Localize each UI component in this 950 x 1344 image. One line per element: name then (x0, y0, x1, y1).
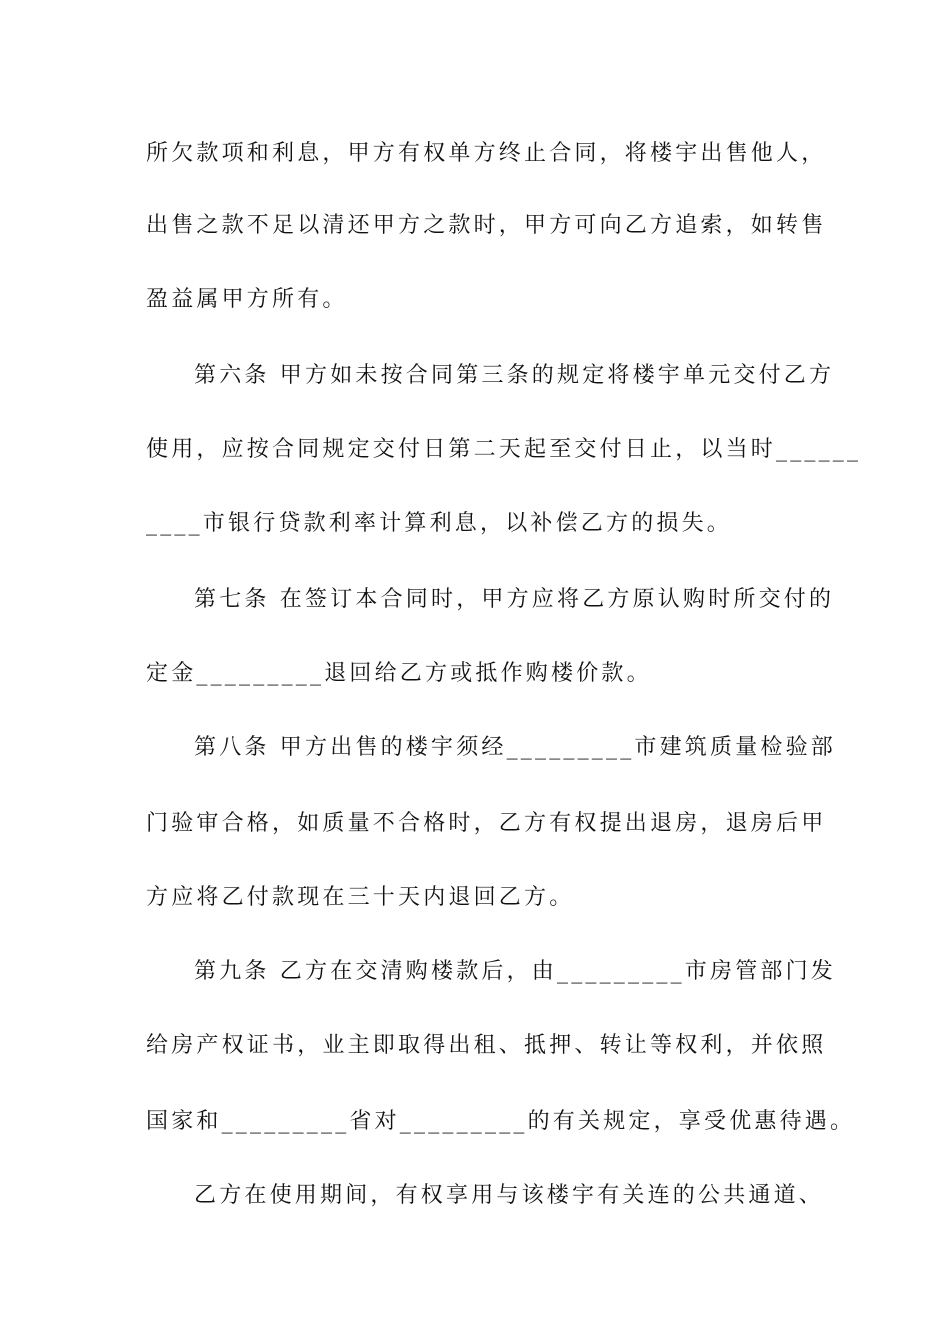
text-line: 方应将乙付款现在三十天内退回乙方。 (146, 885, 575, 910)
text-line: 国家和_________省对_________的有关规定，享受优惠待遇。 (146, 1109, 856, 1134)
article-8-line: 第八条 甲方出售的楼宇须经_________市建筑质量检验部 (194, 735, 836, 760)
text-line: 给房产权证书，业主即取得出租、抵押、转让等权利，并依照 (146, 1033, 827, 1058)
text-line: ____市银行贷款利率计算利息，以补偿乙方的损失。 (146, 511, 733, 536)
paragraph-line: 乙方在使用期间，有权享用与该楼宇有关连的公共通道、 (194, 1183, 825, 1208)
article-7-line: 第七条 在签订本合同时，甲方应将乙方原认购时所交付的 (194, 587, 835, 612)
text-line: 所欠款项和利息，甲方有权单方终止合同，将楼宇出售他人， (146, 141, 827, 166)
text-line: 盈益属甲方所有。 (146, 287, 348, 312)
text-line: 出售之款不足以清还甲方之款时，甲方可向乙方追索，如转售 (146, 213, 827, 238)
text-line: 门验审合格，如质量不合格时，乙方有权提出退房，退房后甲 (146, 811, 827, 836)
text-line: 定金_________退回给乙方或抵作购楼价款。 (146, 661, 652, 686)
article-6-line: 第六条 甲方如未按合同第三条的规定将楼宇单元交付乙方 (194, 363, 835, 388)
text-line: 使用，应按合同规定交付日第二天起至交付日止，以当时______ (146, 437, 862, 462)
article-9-line: 第九条 乙方在交清购楼款后，由_________市房管部门发 (194, 959, 836, 984)
